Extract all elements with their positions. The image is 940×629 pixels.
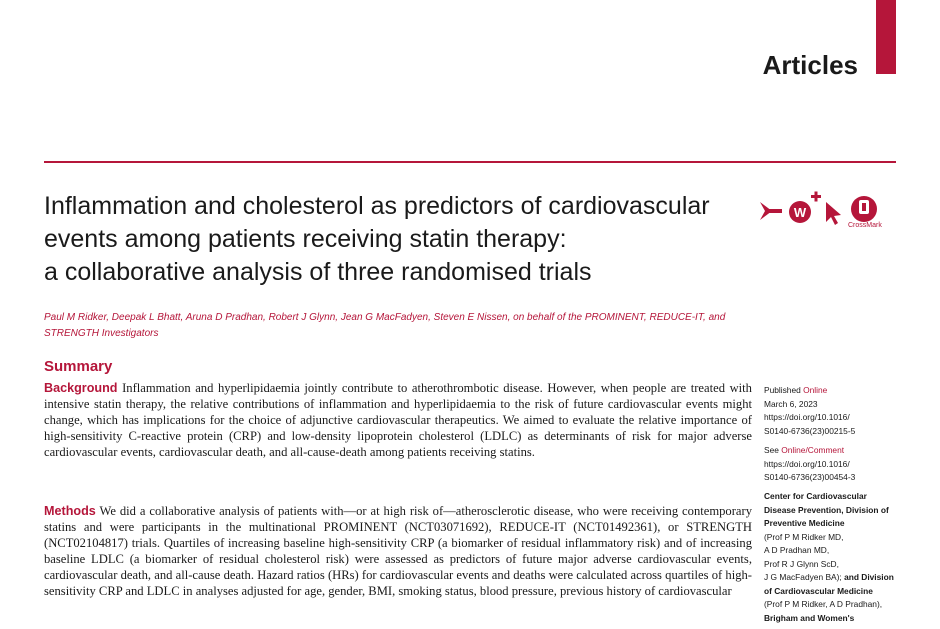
see-comment-link[interactable]: Online/Comment [781,445,845,455]
methods-label: Methods [44,504,96,518]
affiliation-person: (Prof P M Ridker, A D Pradhan), [764,599,883,609]
affiliation-line: and Division [844,572,894,582]
background-label: Background [44,381,118,395]
author-list: Paul M Ridker, Deepak L Bhatt, Aruna D Pradhan, Robert J Glynn, Jean G MacFadyen, Steven E Nissen, on behalf of the PROMINENT, REDUCE-IT, and STRENGTH Investigators [44,312,726,339]
affiliation-line: Disease Prevention, Division of [764,504,889,515]
affiliation-person: A D Pradhan MD, [764,545,830,555]
background-paragraph [44,380,752,460]
published-info [764,384,904,438]
see-doi[interactable]: https://doi.org/10.1016/ [764,458,850,469]
published-label: Published [764,385,801,395]
title-line: a collaborative analysis of three randomised trials [44,258,592,286]
see-doi[interactable]: S0140-6736(23)00454-3 [764,472,856,482]
affiliation-line: of Cardiovascular Medicine [764,585,873,596]
section-label: Articles [762,50,858,80]
affiliation-line: Center for Cardiovascular [764,491,867,501]
background-text: Inflammation and hyperlipidaemia jointly contribute to atherothrombotic disease. However, when people are treated with intensive statin therapy, the relative contributions of inflammation and hyperlipidaemia to the risk of future cardiovascular events might change, which has implications for the choice of adjunctive cardiovascular therapeutics. We aimed to evaluate the relative importance of high-sensitivity C-reactive protein (CRP) and low-density lipoprotein cholesterol (LDLC) as determinants of risk for major adverse cardiovascular events, cardiovascular death, and all-cause-death among patients receiving statins. [44,381,752,459]
published-online-link[interactable]: Online [803,385,828,395]
published-date: March 6, 2023 [764,398,818,409]
arrow-icon[interactable] [760,202,782,220]
title-line: events among patients receiving statin therapy: [44,225,567,253]
header-rule [44,161,896,163]
affiliation-person: J G MacFadyen BA); [764,572,842,582]
affiliation-line: Brigham and Women's [764,612,855,623]
methods-text: We did a collaborative analysis of patients with—or at high risk of—atherosclerotic disease, who were receiving contemporary statins and were participants in the multinational PROMINENT (NCT03071692), REDUCE-IT (NCT01492361), or STRENGTH (NCT02104817) trials. Quartiles of increasing baseline high-sensitivity CRP (a biomarker of residual inflammatory risk) and of increasing baseline LDLC (a biomarker of residual cholesterol risk) were assessed as predictors of future major adverse cardiovascular events, cardiovascular death, and all-cause death. Hazard ratios (HRs) for cardiovascular events and deaths were calculated across quartiles of high-sensitivity CRP and LDLC in analyses adjusted for age, gender, BMI, smoking status, blood pressure, previous history of cardiovascular [44,504,752,598]
w-plus-icon[interactable] [789,192,821,224]
published-doi[interactable]: https://doi.org/10.1016/ [764,412,850,422]
affiliations [764,490,904,625]
cursor-icon[interactable] [826,202,841,225]
affiliation-person: (Prof P M Ridker MD, [764,531,844,542]
summary-heading: Summary [44,358,113,375]
crossmark-label[interactable]: CrossMark [848,222,882,229]
crossmark-icon[interactable] [851,196,877,222]
see-also-info [764,444,904,485]
affiliation-line: Preventive Medicine [764,518,845,528]
section-tab [876,0,896,74]
article-title [44,190,764,289]
see-label: See [764,445,779,455]
methods-paragraph [44,503,752,599]
published-doi[interactable]: S0140-6736(23)00215-5 [764,425,856,436]
svg-text:W: W [793,205,807,220]
title-line: Inflammation and cholesterol as predictors of cardiovascular [44,192,710,220]
affiliation-person: Prof R J Glynn ScD, [764,558,839,569]
